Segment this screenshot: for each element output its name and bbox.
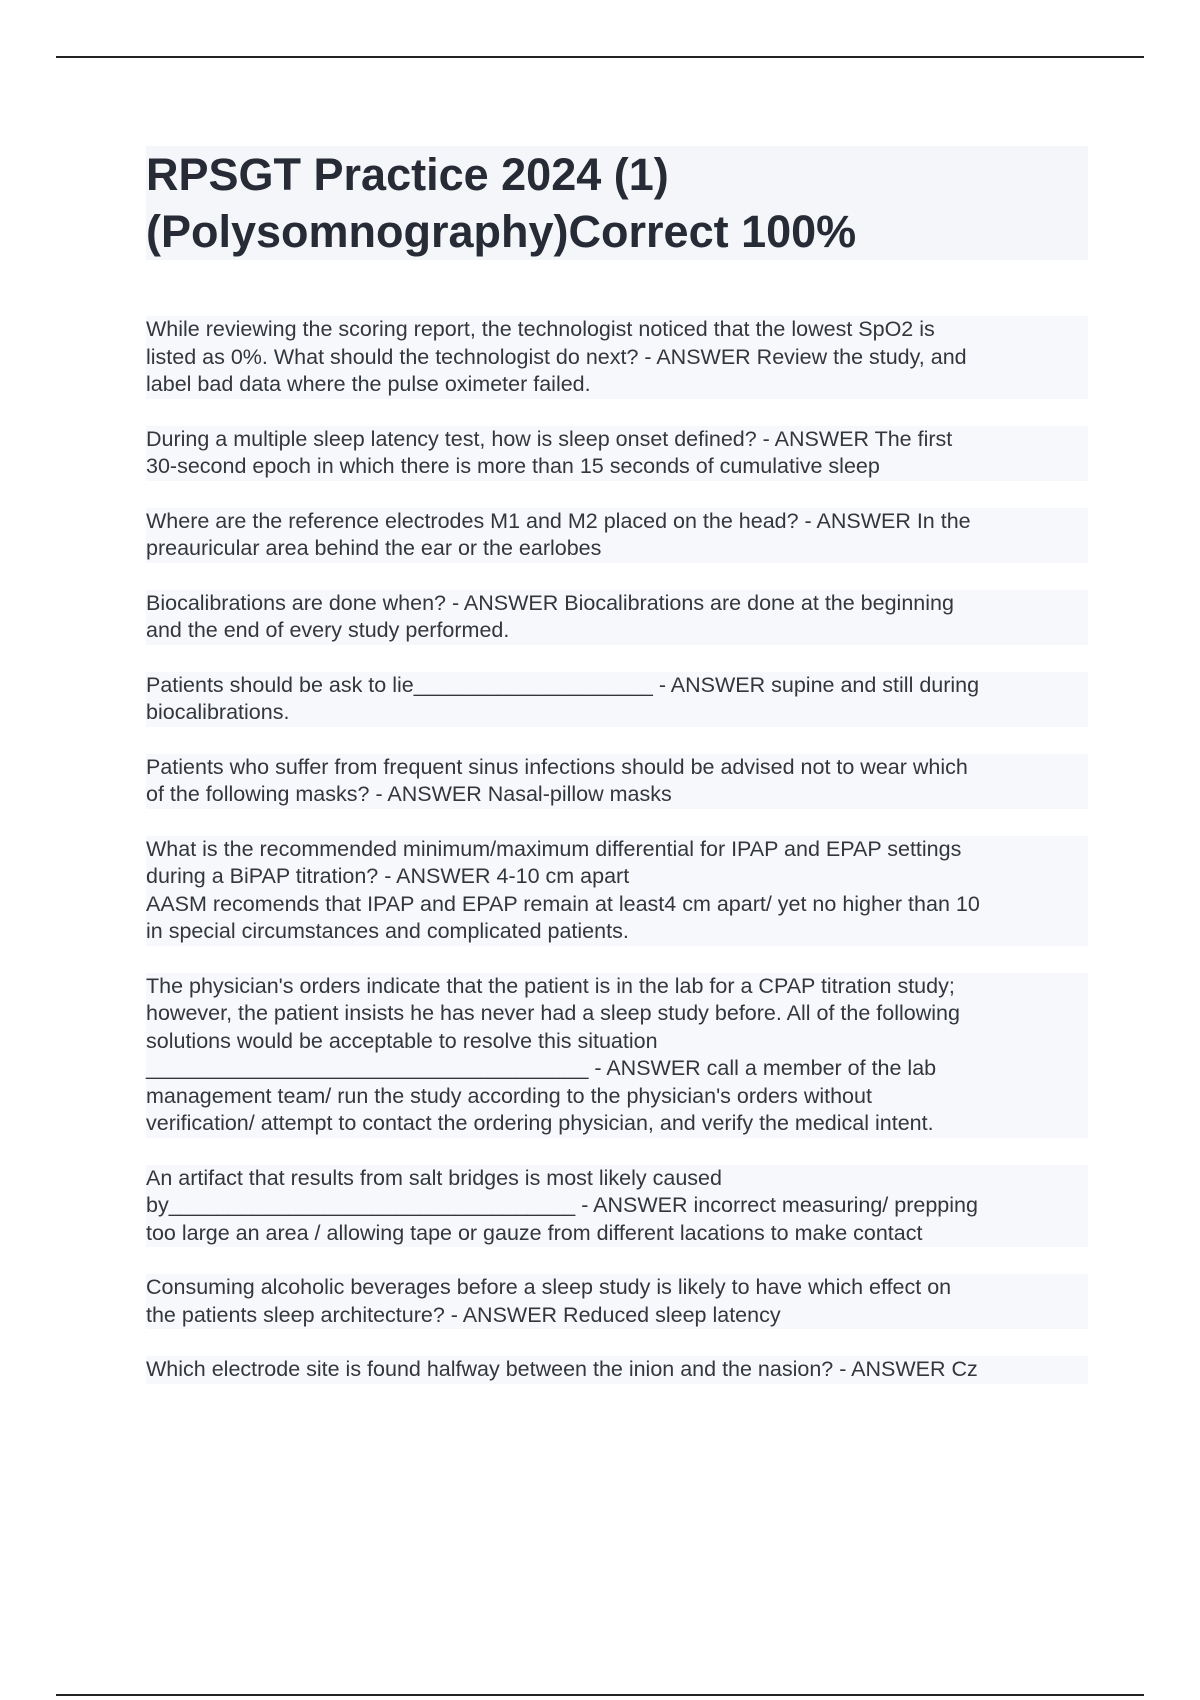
qa-item-line: Biocalibrations are done when? - ANSWER Biocalibrations are done at the beginning xyxy=(146,590,954,615)
bottom-rule xyxy=(56,1694,1144,1696)
qa-item xyxy=(146,426,1088,481)
qa-item-line: by__________________________________ - ANSWER incorrect measuring/ prepping xyxy=(146,1193,978,1217)
qa-item xyxy=(146,508,1088,563)
qa-item-line: The physician's orders indicate that the patient is in the lab for a CPAP titration study; xyxy=(146,973,955,998)
qa-item xyxy=(146,754,1088,809)
qa-item-line: and the end of every study performed. xyxy=(146,618,510,642)
qa-item-line: Patients who suffer from frequent sinus infections should be advised not to wear which xyxy=(146,754,968,779)
qa-item-line: An artifact that results from salt bridges is most likely caused xyxy=(146,1165,722,1190)
qa-item-line: label bad data where the pulse oximeter failed. xyxy=(146,372,591,396)
top-rule xyxy=(56,56,1144,58)
qa-item xyxy=(146,1274,1088,1329)
qa-item-line: verification/ attempt to contact the ordering physician, and verify the medical intent. xyxy=(146,1111,934,1135)
qa-item-line: _____________________________________ - ANSWER call a member of the lab xyxy=(146,1056,937,1080)
qa-item-line: What is the recommended minimum/maximum differential for IPAP and EPAP settings xyxy=(146,836,962,861)
qa-item-line: solutions would be acceptable to resolve this situation xyxy=(146,1028,658,1053)
qa-item-line: the patients sleep architecture? - ANSWER Reduced sleep latency xyxy=(146,1302,781,1327)
page-title-line-2: (Polysomnography)Correct 100% xyxy=(146,206,857,257)
qa-item-line: Patients should be ask to lie____________________ - ANSWER supine and still during xyxy=(146,672,980,697)
qa-item-line: 30-second epoch in which there is more than 15 seconds of cumulative sleep xyxy=(146,454,880,478)
qa-item-line: during a BiPAP titration? - ANSWER 4-10 cm apart xyxy=(146,864,630,888)
qa-item xyxy=(146,1165,1088,1248)
qa-item-line: in special circumstances and complicated patients. xyxy=(146,919,629,943)
qa-item-line: management team/ run the study according to the physician's orders without xyxy=(146,1083,872,1108)
qa-item-line: of the following masks? - ANSWER Nasal-pillow masks xyxy=(146,782,672,806)
qa-item-line: Consuming alcoholic beverages before a sleep study is likely to have which effect on xyxy=(146,1275,952,1299)
qa-item-line: too large an area / allowing tape or gauze from different lacations to make contact xyxy=(146,1220,923,1245)
qa-item-line: preauricular area behind the ear or the earlobes xyxy=(146,536,602,560)
qa-item-line: Where are the reference electrodes M1 and M2 placed on the head? - ANSWER In the xyxy=(146,508,971,533)
page-title-line-1: RPSGT Practice 2024 (1) xyxy=(146,149,669,200)
page-title xyxy=(146,146,1088,260)
qa-item xyxy=(146,973,1088,1138)
qa-item xyxy=(146,1356,1088,1384)
qa-item-line: biocalibrations. xyxy=(146,700,290,724)
qa-item-line: however, the patient insists he has never had a sleep study before. All of the following xyxy=(146,1001,960,1025)
qa-item-line: listed as 0%. What should the technologist do next? - ANSWER Review the study, and xyxy=(146,344,967,369)
document-body xyxy=(146,146,1088,1411)
qa-item-line: During a multiple sleep latency test, how is sleep onset defined? - ANSWER The first xyxy=(146,426,953,451)
qa-item xyxy=(146,316,1088,399)
question-answer-list xyxy=(146,316,1088,1384)
qa-item-line: While reviewing the scoring report, the technologist noticed that the lowest SpO2 is xyxy=(146,317,935,341)
qa-item-line: Which electrode site is found halfway between the inion and the nasion? - ANSWER Cz xyxy=(146,1357,978,1381)
qa-item xyxy=(146,672,1088,727)
qa-item xyxy=(146,836,1088,946)
qa-item-line: AASM recomends that IPAP and EPAP remain at least4 cm apart/ yet no higher than 10 xyxy=(146,891,980,916)
qa-item xyxy=(146,590,1088,645)
